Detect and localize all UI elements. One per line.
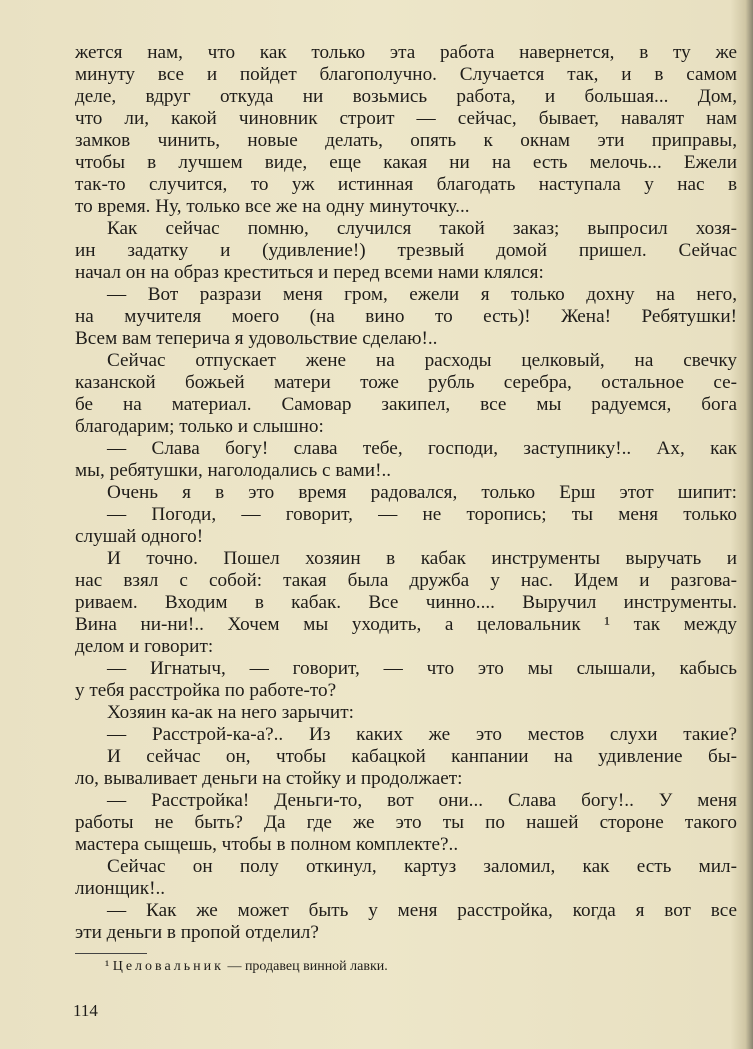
footnote-marker: ¹ xyxy=(105,959,110,974)
text-line: Очень я в это время радовался, только Ерш этот шипит: xyxy=(107,482,737,503)
text-line: — Вот разрази меня гром, ежели я только дохну на него, xyxy=(107,284,737,305)
text-line: начал он на образ креститься и перед всеми нами клялся: xyxy=(75,262,544,283)
text-line: делом и говорит: xyxy=(75,636,214,657)
text-line: И точно. Пошел хозяин в кабак инструменты выручать и xyxy=(107,548,737,569)
text-line: Всем вам теперича я удовольствие сделаю!.. xyxy=(75,328,438,349)
text-line: ин задатку и (удивление!) трезвый домой пришел. Сейчас xyxy=(75,240,737,261)
text-line: то время. Ну, только все же на одну минуточку... xyxy=(75,196,470,217)
page-number: 114 xyxy=(73,1001,98,1020)
text-line: — Погоди, — говорит, — не торопись; ты меня только xyxy=(107,504,737,525)
text-line: — Как же может быть у меня расстройка, когда я вот все xyxy=(107,900,737,921)
text-line: — Игнатыч, — говорит, — что это мы слышали, кабысь xyxy=(107,658,737,679)
text-line: — Слава богу! слава тебе, господи, заступнику!.. Ах, как xyxy=(107,438,737,459)
text-line: что ли, какой чиновник строит — сейчас, бывает, навалят нам xyxy=(75,108,737,129)
text-line: чтобы в лучшем виде, еще какая ни на есть мелочь... Ежели xyxy=(75,152,737,173)
text-line: так-то случится, то уж истинная благодать наступала у нас в xyxy=(75,174,737,195)
text-line: мы, ребятушки, наголодались с вами!.. xyxy=(75,460,392,481)
text-line: благодарим; только и слышно: xyxy=(75,416,324,437)
text-line: риваем. Входим в кабак. Все чинно.... Выручил инструменты. xyxy=(75,592,737,613)
text-line: бе на материал. Самовар закипел, все мы радуемся, бога xyxy=(75,394,737,415)
text-line: ло, вываливает деньги на стойку и продолжает: xyxy=(75,768,463,789)
text-line: работы не быть? Да где же это ты по нашей стороне такого xyxy=(75,812,737,833)
text-line: на мучителя моего (на вино то есть)! Жена! Ребятушки! xyxy=(75,306,737,327)
text-line: мастера сыщешь, чтобы в полном комплекте?.. xyxy=(75,834,459,855)
text-line: — Расстрой-ка-а?.. Из каких же это местов слухи такие? xyxy=(107,724,737,745)
text-line: деле, вдруг откуда ни возьмись работа, и большая... Дом, xyxy=(75,86,737,107)
text-line: Сейчас отпускает жене на расходы целковый, на свечку xyxy=(107,350,737,371)
text-line: замков чинить, новые делать, опять к окнам эти приправы, xyxy=(75,130,737,151)
footnote-term: Целовальник xyxy=(112,959,224,974)
footnote xyxy=(105,958,388,976)
text-line: жется нам, что как только эта работа навернется, в ту же xyxy=(75,42,737,63)
footnote-divider xyxy=(75,953,147,954)
text-line: нас взял с собой: такая была дружба у нас. Идем и разгова- xyxy=(75,570,737,591)
text-line: слушай одного! xyxy=(75,526,204,547)
text-line: эти деньги в пропой отделил? xyxy=(75,922,319,943)
text-line: Хозяин ка-ак на него зарычит: xyxy=(107,702,354,723)
footnote-text: — продавец винной лавки. xyxy=(223,959,388,974)
text-line: минуту все и пойдет благополучно. Случается так, и в самом xyxy=(75,64,737,85)
text-line: лионщик!.. xyxy=(75,878,166,899)
text-line: Как сейчас помню, случился такой заказ; выпросил хозя- xyxy=(107,218,737,239)
text-line: казанской божьей матери тоже рубль серебра, остальное се- xyxy=(75,372,737,393)
body-text xyxy=(75,42,737,944)
text-line: И сейчас он, чтобы кабацкой канпании на удивление бы- xyxy=(107,746,737,767)
text-line: — Расстройка! Деньги-то, вот они... Слава богу!.. У меня xyxy=(107,790,737,811)
text-line: у тебя расстройка по работе-то? xyxy=(75,680,337,701)
text-line: Сейчас он полу откинул, картуз заломил, как есть мил- xyxy=(107,856,737,877)
text-line: Вина ни-ни!.. Хочем мы уходить, а целовальник ¹ так между xyxy=(75,614,737,635)
